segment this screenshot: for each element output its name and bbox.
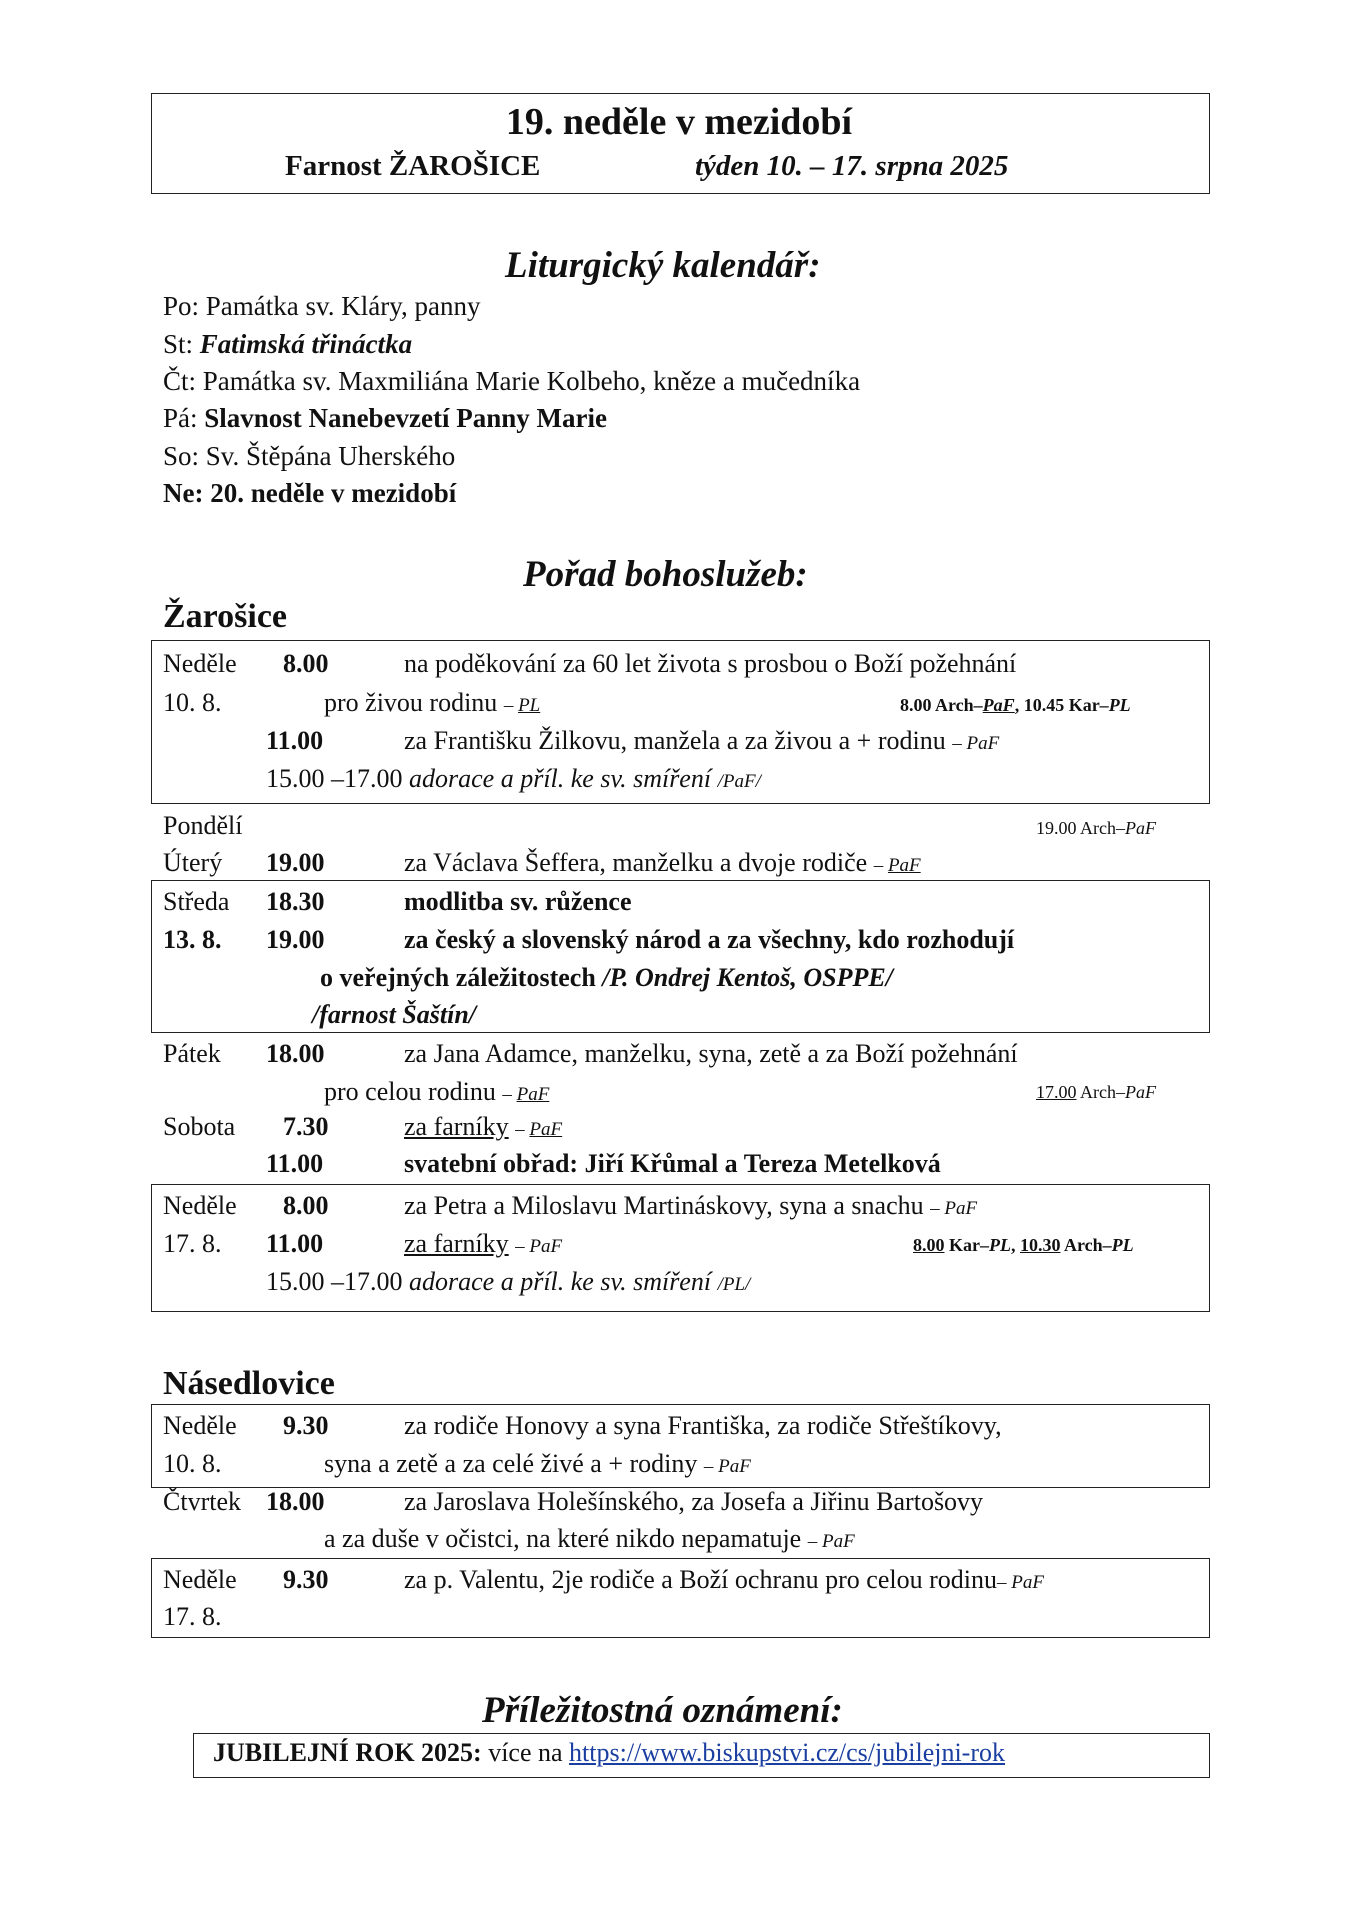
- adoration: 15.00 –17.00 adorace a příl. ke sv. smíření /PaF/: [266, 764, 761, 793]
- calendar-item: Po: Památka sv. Kláry, panny: [163, 291, 481, 321]
- day-label: Pondělí: [163, 811, 243, 840]
- intention: za farníky – PaF: [404, 1112, 563, 1141]
- service-time: 11.00: [266, 726, 324, 755]
- announcement-label: JUBILEJNÍ ROK 2025:: [213, 1738, 482, 1767]
- day-label: Středa: [163, 887, 230, 916]
- intention: za Petra a Miloslavu Martináskovy, syna a snachu – PaF: [404, 1191, 978, 1220]
- date-label: 17. 8.: [163, 1602, 222, 1631]
- day-label: Čtvrtek: [163, 1487, 241, 1516]
- service-time: 8.00: [283, 1191, 329, 1220]
- intention: syna a zetě a za celé živé a + rodiny – PaF: [324, 1449, 751, 1478]
- service-time: 18.30: [266, 887, 325, 916]
- intention: modlitba sv. růžence: [404, 887, 632, 916]
- intention: za farníky – PaF: [404, 1229, 563, 1258]
- service-time: 9.30: [283, 1411, 329, 1440]
- service-time: 9.30: [283, 1565, 329, 1594]
- intention: za Jaroslava Holešínského, za Josefa a Jiřinu Bartošovy: [404, 1487, 984, 1516]
- service-time: 19.00: [266, 848, 325, 877]
- intention: za p. Valentu, 2je rodiče a Boží ochranu pro celou rodinu– PaF: [404, 1565, 1044, 1594]
- date-label: 17. 8.: [163, 1229, 222, 1258]
- announcement-line: [213, 1738, 1005, 1768]
- service-time: 19.00: [266, 925, 325, 954]
- intention: za rodiče Honovy a syna Františka, za rodiče Střeštíkovy,: [404, 1411, 1002, 1440]
- page-title: 19. neděle v mezidobí: [505, 101, 853, 143]
- intention: za český a slovenský národ a za všechny, kdo rozhodují: [404, 925, 1015, 954]
- service-time: 8.00: [283, 649, 329, 678]
- services-heading: Pořad bohoslužeb:: [523, 554, 808, 595]
- week-range: týden 10. – 17. srpna 2025: [695, 150, 1009, 182]
- calendar-item: So: Sv. Štěpána Uherského: [163, 441, 456, 471]
- intention: a za duše v očistci, na které nikdo nepamatuje – PaF: [324, 1524, 855, 1553]
- intention: o veřejných záležitostech /P. Ondrej Kentoš, OSPPE/: [320, 963, 893, 992]
- day-label: Neděle: [163, 649, 237, 678]
- adoration: 15.00 –17.00 adorace a příl. ke sv. smíření /PL/: [266, 1267, 751, 1296]
- intention: svatební obřad: Jiří Křůmal a Tereza Metelková: [404, 1149, 941, 1178]
- place-zarosice: Žarošice: [163, 598, 288, 635]
- service-time: 7.30: [283, 1112, 329, 1141]
- date-label: 10. 8.: [163, 688, 222, 717]
- intention: pro živou rodinu – PL: [324, 688, 541, 717]
- parish-name: Farnost ŽAROŠICE: [285, 150, 541, 182]
- service-time: 18.00: [266, 1487, 325, 1516]
- confession-schedule: 19.00 Arch–PaF: [1036, 818, 1156, 838]
- calendar-item: Ne: 20. neděle v mezidobí: [163, 478, 457, 508]
- announcements-heading: Příležitostná oznámení:: [482, 1690, 843, 1731]
- intention: za Františku Žilkovu, manžela a za živou a + rodinu – PaF: [404, 726, 1000, 755]
- day-label: Sobota: [163, 1112, 236, 1141]
- day-label: Pátek: [163, 1039, 221, 1068]
- day-label: Úterý: [163, 848, 223, 877]
- day-label: Neděle: [163, 1565, 237, 1594]
- service-time: 18.00: [266, 1039, 325, 1068]
- calendar-item: Čt: Památka sv. Maxmiliána Marie Kolbeho, kněze a mučedníka: [163, 366, 861, 396]
- intention: za Jana Adamce, manželku, syna, zetě a za Boží požehnání: [404, 1039, 1018, 1068]
- service-time: 11.00: [266, 1149, 324, 1178]
- confession-schedule: 17.00 Arch–PaF: [1036, 1082, 1156, 1102]
- service-time: 11.00: [266, 1229, 324, 1258]
- calendar-item: Pá: Slavnost Nanebevzetí Panny Marie: [163, 403, 607, 433]
- guest-parish: /farnost Šaštín/: [312, 1000, 477, 1029]
- calendar-heading: Liturgický kalendář:: [505, 245, 821, 286]
- confession-schedule: 8.00 Arch–PaF, 10.45 Kar–PL: [900, 695, 1131, 715]
- intention: pro celou rodinu – PaF: [324, 1077, 550, 1106]
- day-label: Neděle: [163, 1411, 237, 1440]
- place-nasedlovice: Násedlovice: [163, 1365, 335, 1402]
- calendar-item: St: Fatimská třináctka: [163, 329, 413, 359]
- intention: za Václava Šeffera, manželku a dvoje rodiče – PaF: [404, 848, 921, 877]
- date-label: 13. 8.: [163, 925, 222, 954]
- jubilee-link[interactable]: https://www.biskupstvi.cz/cs/jubilejni-rok: [569, 1738, 1005, 1767]
- intention: na poděkování za 60 let života s prosbou o Boží požehnání: [404, 649, 1017, 678]
- day-label: Neděle: [163, 1191, 237, 1220]
- announcement-text: více na: [488, 1738, 563, 1767]
- confession-schedule: 8.00 Kar–PL, 10.30 Arch–PL: [913, 1235, 1134, 1255]
- date-label: 10. 8.: [163, 1449, 222, 1478]
